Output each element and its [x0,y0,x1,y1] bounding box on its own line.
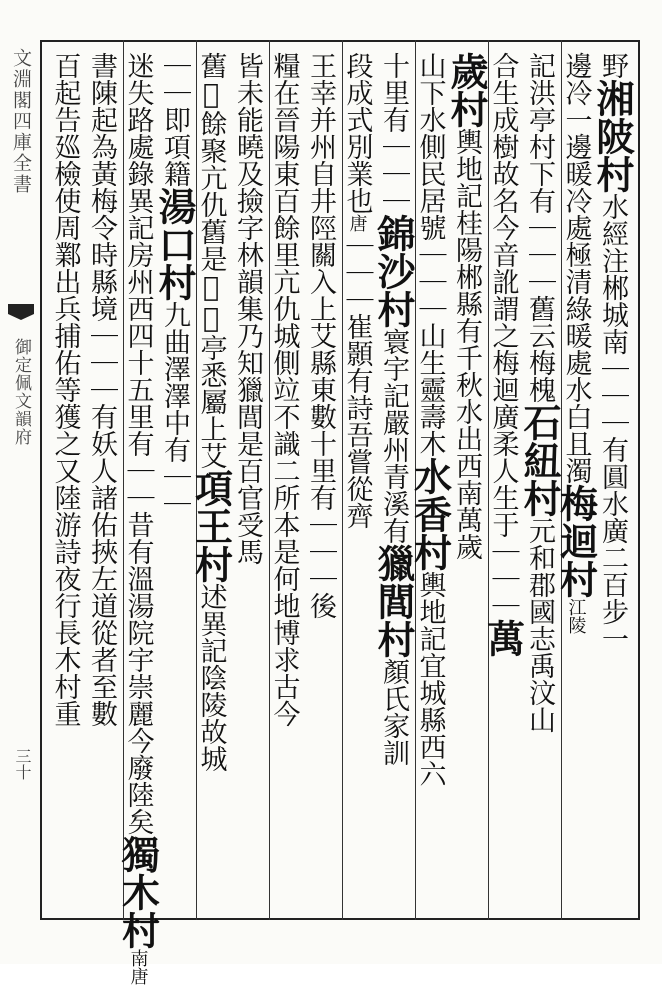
column-text: 糧在晉陽東百餘里亢仇城側竝不識二所本是何地博求古今 [268,52,300,727]
text-column [407,52,453,912]
small-note: 南唐 [127,949,149,985]
column-text: 邊冷一邊暖冷處極清綠暖處水白且濁 [560,52,592,484]
column-text: 舊𤜭餘聚亢仇舊是𥨏𥛔亭悉屬上艾 [195,52,227,469]
text-column [265,52,302,912]
text-column [229,52,266,912]
column-text: 十里有｜｜｜ [378,52,409,214]
text-column [480,52,526,912]
margin-book-title: 文淵閣四庫全書 [10,48,32,195]
column-text: ｜｜｜崔顥有詩 [341,232,373,421]
text-column [553,52,599,912]
entry-headword: 石紐村 [517,403,562,517]
column-text: 元和郡國志禹汶山 [524,517,555,733]
column-text: 輿地記桂陽郴縣有千秋水出西南萬歲 [451,128,482,560]
small-note: 唐 [346,214,368,232]
margin-folio-number: 三十 [13,748,32,780]
entry-headword: 湯口村 [152,187,197,301]
column-text: 皆未能曉及撿字林韻集乃知獵閭是 [232,52,263,457]
column-text: 山下水側民居號｜｜｜山生靈壽木 [414,52,446,457]
text-column [188,52,234,912]
text-column [302,52,339,912]
entry-headword: 歲村 [444,52,489,128]
column-text: 書陳起為黃梅令時縣境｜｜｜有妖人諸佑挾左道從者至數 [86,52,117,727]
margin-source-title: 御定佩文韻府 [11,338,31,446]
small-note: 江陵 [565,598,587,634]
text-column [590,52,635,912]
column-text: 述異記陰陵故城 [195,583,227,772]
column-text: 顏氏家訓 [378,658,409,766]
column-text: 段成式別業也 [341,52,373,214]
column-text: 輿地記宜城縣西六 [414,571,446,787]
entry-headword: 湘陂村 [590,79,635,193]
column-text: ｜｜即項籍 [159,52,190,187]
text-column [517,52,562,912]
text-column [115,52,161,985]
text-column [371,52,416,912]
text-column [338,52,375,912]
column-text: 寰宇記嚴州青溪有 [378,328,409,544]
column-text: 九曲澤澤中有｜｜ [159,301,190,517]
entry-headword: 梅迴村 [553,484,599,598]
column-text: 吾嘗從齊 [341,421,373,529]
entry-headword: 項王村 [188,469,234,583]
text-column [152,52,197,912]
column-text: 水經注郴城南｜｜｜有圓水廣二百步一 [597,193,628,652]
column-text: 野 [597,52,628,79]
text-column [83,52,120,912]
column-text: 迷失路處 [122,52,154,160]
entry-headword: 獨木村 [115,835,161,949]
text-column [444,52,489,912]
text-column [46,52,83,912]
entry-headword: 獵閭村 [371,544,416,658]
entry-headword: 水香村 [407,457,453,571]
entry-headword: 萬 [480,619,526,657]
column-text: 錄異記房州西四十五里有｜｜昔有溫湯院宇崇麗今廢陸矣 [122,160,154,835]
column-text: 合生成樹故名今音訛謂之梅迴 [487,52,519,403]
column-text: 記洪亭村下有｜｜｜舊云梅槐 [524,52,555,403]
column-text: 百起告廵檢使周鄴出兵捕佑等獲之又陸游詩夜行長木村重 [49,52,81,727]
column-text: 廣柔人生于｜｜｜ [487,403,519,619]
column-text: 王幸并州自井陘關入上艾縣東數十里有｜｜｜後 [305,52,336,619]
entry-headword: 錦沙村 [371,214,416,328]
fishtail-ornament-icon [6,300,36,322]
column-text: 百官受馬 [232,457,263,565]
